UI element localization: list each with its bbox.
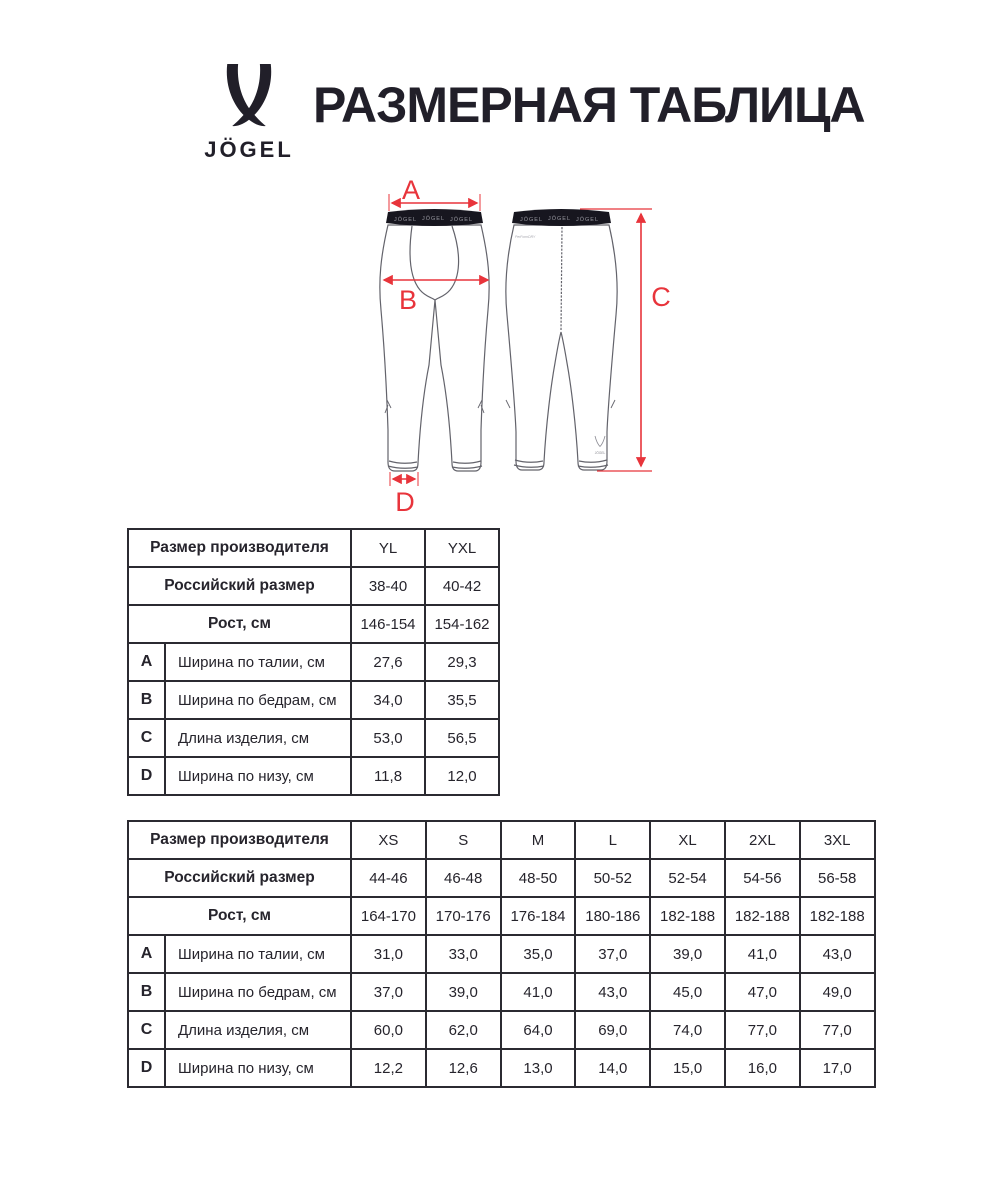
header-label-cell: Рост, см bbox=[128, 605, 351, 643]
measure-name-cell: Ширина по бедрам, см bbox=[165, 973, 351, 1011]
measure-value-cell: 15,0 bbox=[650, 1049, 725, 1087]
measure-value-cell: 69,0 bbox=[575, 1011, 650, 1049]
measure-value-cell: 49,0 bbox=[800, 973, 875, 1011]
size-value-cell: M bbox=[501, 821, 576, 859]
measure-value-cell: 43,0 bbox=[800, 935, 875, 973]
back-waistband-text: JÖGEL bbox=[548, 216, 572, 222]
measure-letter-cell: C bbox=[128, 719, 165, 757]
measure-letter-cell: A bbox=[128, 643, 165, 681]
table-row bbox=[128, 859, 875, 897]
front-waistband-text: JÖGEL bbox=[450, 217, 474, 223]
dim-c-label: C bbox=[651, 282, 671, 312]
measure-value-cell: 77,0 bbox=[800, 1011, 875, 1049]
measure-value-cell: 12,2 bbox=[351, 1049, 426, 1087]
measure-name-cell: Ширина по талии, см bbox=[165, 643, 351, 681]
table-row bbox=[128, 973, 875, 1011]
size-value-cell: 52-54 bbox=[650, 859, 725, 897]
measure-value-cell: 60,0 bbox=[351, 1011, 426, 1049]
dim-a-label: A bbox=[401, 175, 421, 205]
fabric-label: PerFormDRY bbox=[515, 235, 536, 239]
jogel-wordmark: JÖGEL bbox=[204, 137, 294, 162]
measure-value-cell: 45,0 bbox=[650, 973, 725, 1011]
table-row bbox=[128, 757, 499, 795]
measure-value-cell: 53,0 bbox=[351, 719, 425, 757]
measure-letter-cell: D bbox=[128, 1049, 165, 1087]
size-value-cell: 56-58 bbox=[800, 859, 875, 897]
size-value-cell: S bbox=[426, 821, 501, 859]
measure-value-cell: 12,6 bbox=[426, 1049, 501, 1087]
back-outline bbox=[506, 225, 617, 470]
header-label-cell: Российский размер bbox=[128, 859, 351, 897]
size-value-cell: 44-46 bbox=[351, 859, 426, 897]
table-row bbox=[128, 897, 875, 935]
header-label-cell: Размер производителя bbox=[128, 821, 351, 859]
measure-value-cell: 16,0 bbox=[725, 1049, 800, 1087]
size-value-cell: 38-40 bbox=[351, 567, 425, 605]
measure-value-cell: 17,0 bbox=[800, 1049, 875, 1087]
measure-value-cell: 35,5 bbox=[425, 681, 499, 719]
measure-letter-cell: B bbox=[128, 681, 165, 719]
measure-value-cell: 43,0 bbox=[575, 973, 650, 1011]
size-value-cell: 40-42 bbox=[425, 567, 499, 605]
measure-name-cell: Длина изделия, см bbox=[165, 1011, 351, 1049]
measure-value-cell: 37,0 bbox=[575, 935, 650, 973]
size-value-cell: 48-50 bbox=[501, 859, 576, 897]
back-waistband-text: JÖGEL bbox=[520, 217, 544, 223]
size-value-cell: XS bbox=[351, 821, 426, 859]
table-row bbox=[128, 821, 875, 859]
size-value-cell: 54-56 bbox=[725, 859, 800, 897]
measure-name-cell: Длина изделия, см bbox=[165, 719, 351, 757]
measure-value-cell: 41,0 bbox=[501, 973, 576, 1011]
jogel-logo bbox=[196, 64, 302, 163]
garment-diagram bbox=[352, 170, 682, 520]
size-value-cell: XL bbox=[650, 821, 725, 859]
back-mini-logo-text: JÖGEL bbox=[594, 451, 606, 455]
size-value-cell: 182-188 bbox=[725, 897, 800, 935]
measure-value-cell: 29,3 bbox=[425, 643, 499, 681]
header-label-cell: Российский размер bbox=[128, 567, 351, 605]
measure-value-cell: 47,0 bbox=[725, 973, 800, 1011]
table-row bbox=[128, 935, 875, 973]
measure-value-cell: 12,0 bbox=[425, 757, 499, 795]
back-waistband-text: JÖGEL bbox=[576, 217, 600, 223]
measure-value-cell: 27,6 bbox=[351, 643, 425, 681]
table-row bbox=[128, 1049, 875, 1087]
measure-value-cell: 62,0 bbox=[426, 1011, 501, 1049]
measure-letter-cell: C bbox=[128, 1011, 165, 1049]
size-value-cell: 3XL bbox=[800, 821, 875, 859]
dim-b-label: B bbox=[398, 285, 418, 315]
page-title: РАЗМЕРНАЯ ТАБЛИЦА bbox=[313, 77, 865, 133]
measure-name-cell: Ширина по талии, см bbox=[165, 935, 351, 973]
size-value-cell: 46-48 bbox=[426, 859, 501, 897]
table-row bbox=[128, 567, 499, 605]
measure-letter-cell: D bbox=[128, 757, 165, 795]
size-value-cell: 2XL bbox=[725, 821, 800, 859]
measure-value-cell: 35,0 bbox=[501, 935, 576, 973]
size-value-cell: 154-162 bbox=[425, 605, 499, 643]
measure-letter-cell: A bbox=[128, 935, 165, 973]
size-value-cell: 182-188 bbox=[800, 897, 875, 935]
measure-name-cell: Ширина по низу, см bbox=[165, 1049, 351, 1087]
size-value-cell: 146-154 bbox=[351, 605, 425, 643]
front-outline bbox=[380, 225, 489, 471]
front-waistband-text: JÖGEL bbox=[422, 216, 446, 222]
table-row bbox=[128, 1011, 875, 1049]
size-value-cell: 164-170 bbox=[351, 897, 426, 935]
measure-value-cell: 41,0 bbox=[725, 935, 800, 973]
tights-back-view bbox=[506, 209, 617, 470]
size-value-cell: 180-186 bbox=[575, 897, 650, 935]
size-value-cell: 170-176 bbox=[426, 897, 501, 935]
measure-value-cell: 11,8 bbox=[351, 757, 425, 795]
tights-front-view bbox=[380, 209, 489, 471]
jogel-v-icon bbox=[207, 64, 291, 136]
size-value-cell: 50-52 bbox=[575, 859, 650, 897]
header-label-cell: Размер производителя bbox=[128, 529, 351, 567]
size-value-cell: YXL bbox=[425, 529, 499, 567]
measure-value-cell: 77,0 bbox=[725, 1011, 800, 1049]
measure-value-cell: 33,0 bbox=[426, 935, 501, 973]
measure-value-cell: 14,0 bbox=[575, 1049, 650, 1087]
measure-letter-cell: B bbox=[128, 973, 165, 1011]
size-value-cell: 182-188 bbox=[650, 897, 725, 935]
table-row bbox=[128, 681, 499, 719]
table-row bbox=[128, 529, 499, 567]
table-row bbox=[128, 719, 499, 757]
measure-value-cell: 74,0 bbox=[650, 1011, 725, 1049]
measure-value-cell: 13,0 bbox=[501, 1049, 576, 1087]
size-table-youth bbox=[127, 528, 500, 796]
measure-value-cell: 64,0 bbox=[501, 1011, 576, 1049]
measure-value-cell: 39,0 bbox=[426, 973, 501, 1011]
size-value-cell: YL bbox=[351, 529, 425, 567]
measure-value-cell: 34,0 bbox=[351, 681, 425, 719]
front-waistband-text: JÖGEL bbox=[394, 217, 418, 223]
measure-value-cell: 56,5 bbox=[425, 719, 499, 757]
table-row bbox=[128, 605, 499, 643]
size-table-adult bbox=[127, 820, 876, 1088]
size-value-cell: 176-184 bbox=[501, 897, 576, 935]
measure-name-cell: Ширина по низу, см bbox=[165, 757, 351, 795]
measure-value-cell: 39,0 bbox=[650, 935, 725, 973]
size-value-cell: L bbox=[575, 821, 650, 859]
table-row bbox=[128, 643, 499, 681]
measure-value-cell: 31,0 bbox=[351, 935, 426, 973]
measure-value-cell: 37,0 bbox=[351, 973, 426, 1011]
dim-d-label: D bbox=[395, 487, 415, 517]
measure-name-cell: Ширина по бедрам, см bbox=[165, 681, 351, 719]
header-label-cell: Рост, см bbox=[128, 897, 351, 935]
